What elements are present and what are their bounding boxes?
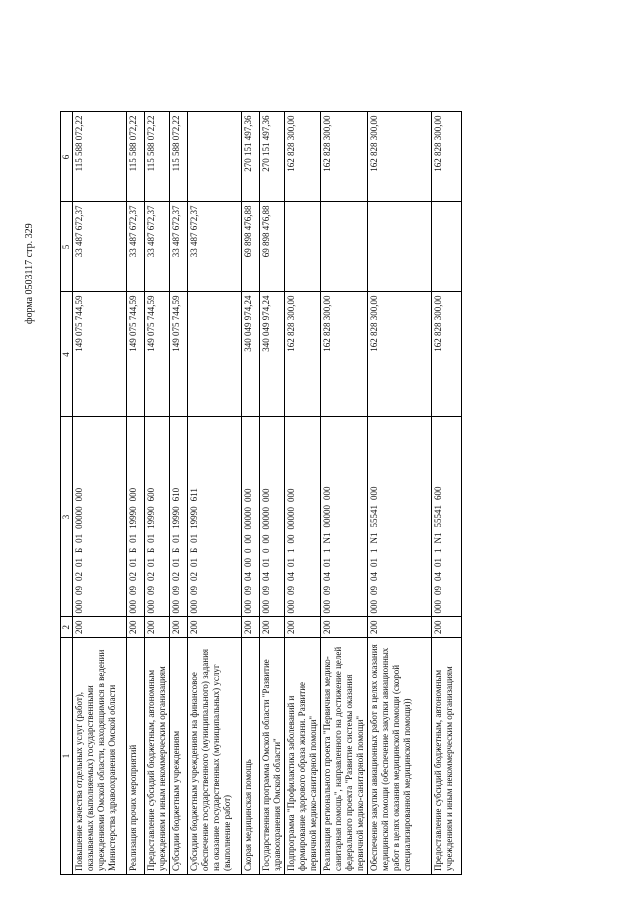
row-line-code-cell: 200: [73, 617, 127, 638]
row-unexecuted-cell: 270 151 497,36: [260, 112, 285, 202]
row-line-code-cell: 200: [127, 617, 145, 638]
code-segment: 55541: [433, 505, 443, 528]
row-name-cell: Реализация прочих мероприятий: [127, 638, 145, 875]
row-approved-cell: 149 075 744,59: [170, 292, 188, 417]
row-approved-cell: [188, 292, 242, 417]
row-approved-cell: 149 075 744,59: [127, 292, 145, 417]
code-segment: 09: [322, 586, 332, 595]
row-line-code-cell: 200: [368, 617, 432, 638]
row-line-code-cell: 200: [321, 617, 368, 638]
row-line-code-cell: 200: [188, 617, 242, 638]
code-segment: 000: [146, 600, 156, 614]
code-segment: 00000: [74, 506, 84, 529]
row-line-code-cell: 200: [432, 617, 462, 638]
table-row: [73, 112, 127, 875]
form-label: форма 0503117 стр. 329: [24, 223, 35, 324]
header-cell: 1: [61, 638, 73, 875]
code-segment: 00000: [261, 507, 271, 530]
row-executed-cell: [285, 202, 321, 292]
row-unexecuted-cell: 162 828 300,00: [285, 112, 321, 202]
code-segment: 000: [128, 487, 138, 502]
classification-code: [128, 421, 139, 614]
table-row: [432, 112, 462, 875]
classification-code: [189, 421, 200, 614]
code-segment: 000: [286, 600, 296, 614]
code-segment: 000: [74, 600, 84, 614]
code-segment: Б: [146, 547, 156, 553]
code-segment: 01: [322, 558, 332, 567]
classification-code: [369, 421, 380, 614]
row-classification-code-cell: [368, 417, 432, 617]
classification-code: [322, 421, 333, 614]
code-segment: 09: [189, 586, 199, 595]
row-executed-cell: 69 898 476,88: [242, 202, 260, 292]
code-segment: 000: [369, 486, 379, 500]
row-line-code-cell: 200: [260, 617, 285, 638]
code-segment: Б: [189, 547, 199, 553]
header-cell: 5: [61, 202, 73, 292]
code-segment: 01: [261, 558, 271, 567]
code-segment: 01: [286, 558, 296, 567]
row-classification-code-cell: [170, 417, 188, 617]
row-name-cell: Государственная программа Омской области "Развитие здравоохранения Омской области": [260, 638, 285, 875]
row-line-code-cell: 200: [242, 617, 260, 638]
row-approved-cell: 149 075 744,59: [145, 292, 170, 417]
code-segment: Б: [128, 547, 138, 553]
table-row: [368, 112, 432, 875]
code-segment: 04: [433, 572, 443, 581]
row-classification-code-cell: [73, 417, 127, 617]
code-segment: N1: [433, 532, 443, 544]
row-approved-cell: 149 075 744,59: [73, 292, 127, 417]
code-segment: 00000: [322, 505, 332, 528]
code-segment: 01: [74, 533, 84, 543]
code-segment: 0: [243, 548, 253, 553]
code-segment: 00: [261, 534, 271, 544]
code-segment: 09: [128, 586, 138, 595]
code-segment: 09: [171, 586, 181, 595]
code-segment: 09: [433, 586, 443, 595]
code-segment: 02: [146, 572, 156, 581]
table-row: [170, 112, 188, 875]
row-name-cell: Скорая медицинская помощь: [242, 638, 260, 875]
code-segment: 19990: [128, 506, 138, 529]
code-segment: N1: [369, 532, 379, 544]
header-cell: 6: [61, 112, 73, 202]
code-segment: 000: [286, 488, 296, 502]
code-segment: 000: [243, 600, 253, 614]
code-segment: 01: [171, 533, 181, 543]
code-segment: 55541: [369, 505, 379, 528]
budget-table: [60, 112, 462, 876]
code-segment: 09: [146, 586, 156, 595]
code-segment: 1: [433, 548, 443, 553]
row-approved-cell: 162 828 300,00: [321, 292, 368, 417]
code-segment: 04: [261, 572, 271, 581]
code-segment: 02: [171, 572, 181, 581]
code-segment: 00: [243, 558, 253, 567]
row-line-code-cell: 200: [145, 617, 170, 638]
code-segment: 000: [433, 600, 443, 614]
row-unexecuted-cell: 162 828 300,00: [432, 112, 462, 202]
row-classification-code-cell: [127, 417, 145, 617]
row-approved-cell: 162 828 300,00: [432, 292, 462, 417]
row-executed-cell: [432, 202, 462, 292]
code-segment: 000: [322, 486, 332, 500]
header-cell: 4: [61, 292, 73, 417]
table-row: [145, 112, 170, 875]
code-segment: 01: [128, 533, 138, 543]
code-segment: 09: [369, 586, 379, 595]
row-name-cell: Подпрограмма "Профилактика заболеваний и формирование здорового образа жизни. Развитие первичной медико-санитарной помощи": [285, 638, 321, 875]
code-segment: 04: [286, 572, 296, 581]
row-unexecuted-cell: 270 151 497,36: [242, 112, 260, 202]
code-segment: 01: [189, 533, 199, 543]
row-name-cell: Субсидии бюджетным учреждениям: [170, 638, 188, 875]
code-segment: 000: [322, 600, 332, 614]
row-unexecuted-cell: 115 588 072,22: [145, 112, 170, 202]
code-segment: 09: [74, 586, 84, 595]
row-executed-cell: [321, 202, 368, 292]
row-name-cell: Предоставление субсидий бюджетным, автономным учреждениям и иным некоммерческим организациям: [145, 638, 170, 875]
row-classification-code-cell: [260, 417, 285, 617]
row-unexecuted-cell: 115 588 072,22: [170, 112, 188, 202]
table-row: [127, 112, 145, 875]
code-segment: 611: [189, 488, 199, 502]
row-unexecuted-cell: 162 828 300,00: [321, 112, 368, 202]
header-row: [61, 112, 73, 875]
code-segment: 01: [74, 558, 84, 567]
code-segment: 01: [171, 558, 181, 567]
row-classification-code-cell: [285, 417, 321, 617]
code-segment: 01: [433, 558, 443, 567]
code-segment: 000: [189, 600, 199, 614]
code-segment: 600: [146, 487, 156, 502]
code-segment: 04: [369, 572, 379, 581]
row-classification-code-cell: [432, 417, 462, 617]
code-segment: 000: [243, 488, 253, 502]
row-name-cell: Предоставление субсидий бюджетным, автономным учреждениям и иным некоммерческим организациям: [432, 638, 462, 875]
row-approved-cell: 162 828 300,00: [285, 292, 321, 417]
classification-code: [171, 421, 182, 614]
table-row: [188, 112, 242, 875]
row-classification-code-cell: [145, 417, 170, 617]
code-segment: 19990: [146, 506, 156, 529]
code-segment: 01: [189, 558, 199, 567]
code-segment: 000: [369, 600, 379, 614]
code-segment: 00: [243, 534, 253, 544]
code-segment: 000: [261, 488, 271, 502]
row-classification-code-cell: [188, 417, 242, 617]
code-segment: 02: [74, 572, 84, 581]
code-segment: Б: [171, 547, 181, 553]
code-segment: 04: [243, 572, 253, 581]
row-executed-cell: 33 487 672,37: [73, 202, 127, 292]
row-executed-cell: 69 898 476,88: [260, 202, 285, 292]
code-segment: 01: [369, 558, 379, 567]
classification-code: [74, 421, 85, 614]
row-executed-cell: 33 487 672,37: [127, 202, 145, 292]
row-name-cell: Реализация регионального проекта "Первичная медико-санитарная помощь", направленного на достижение целей федерального проекта "Развитие системы оказания первичной медико-санитарной помощи": [321, 638, 368, 875]
classification-code: [146, 421, 157, 614]
row-executed-cell: 33 487 672,37: [145, 202, 170, 292]
classification-code: [243, 421, 254, 614]
code-segment: 000: [171, 600, 181, 614]
table-row: [321, 112, 368, 875]
code-segment: Б: [74, 547, 84, 553]
code-segment: 1: [286, 548, 296, 553]
row-line-code-cell: 200: [285, 617, 321, 638]
row-unexecuted-cell: 162 828 300,00: [368, 112, 432, 202]
row-unexecuted-cell: 115 588 072,22: [73, 112, 127, 202]
classification-code: [433, 421, 444, 614]
code-segment: 610: [171, 487, 181, 502]
row-classification-code-cell: [242, 417, 260, 617]
code-segment: 19990: [189, 506, 199, 529]
code-segment: 0: [261, 548, 271, 553]
classification-code: [286, 421, 297, 614]
row-unexecuted-cell: [188, 112, 242, 202]
code-segment: 01: [146, 558, 156, 567]
code-segment: 000: [128, 600, 138, 614]
table-row: [260, 112, 285, 875]
classification-code: [261, 421, 272, 614]
code-segment: 09: [286, 586, 296, 595]
code-segment: 00: [286, 534, 296, 544]
header-cell: 2: [61, 617, 73, 638]
row-executed-cell: [368, 202, 432, 292]
code-segment: 000: [74, 487, 84, 502]
code-segment: 01: [146, 533, 156, 543]
code-segment: 19990: [171, 506, 181, 529]
code-segment: 1: [322, 548, 332, 553]
header-cell: 3: [61, 417, 73, 617]
row-name-cell: Повышение качества отдельных услуг (работ), оказываемых (выполняемых) государственными учреждениями Омской области, находящимися в ведении Министерства здравоохранения Омской области: [73, 638, 127, 875]
code-segment: 00000: [243, 507, 253, 530]
code-segment: 02: [189, 572, 199, 581]
code-segment: 09: [243, 586, 253, 595]
table-row: [285, 112, 321, 875]
code-segment: 09: [261, 586, 271, 595]
row-executed-cell: 33 487 672,37: [170, 202, 188, 292]
row-approved-cell: 340 049 974,24: [260, 292, 285, 417]
row-name-cell: Обеспечение закупки авиационных работ в целях оказания медицинской помощи (обеспечение закупки авиационных работ в целях оказания медицинской помощи (скорой специализированной медицинской помощи)): [368, 638, 432, 875]
code-segment: 04: [322, 572, 332, 581]
code-segment: 1: [369, 548, 379, 553]
code-segment: 01: [128, 558, 138, 567]
code-segment: N1: [322, 532, 332, 544]
row-approved-cell: 162 828 300,00: [368, 292, 432, 417]
code-segment: 600: [433, 486, 443, 500]
row-line-code-cell: 200: [170, 617, 188, 638]
row-approved-cell: 340 049 974,24: [242, 292, 260, 417]
row-classification-code-cell: [321, 417, 368, 617]
row-unexecuted-cell: 115 588 072,22: [127, 112, 145, 202]
row-executed-cell: 33 487 672,37: [188, 202, 242, 292]
code-segment: 00000: [286, 507, 296, 530]
row-name-cell: Субсидии бюджетным учреждениям на финансовое обеспечение государственного (муниципального) задания на оказание государственных (муниципальных) услуг (выполнение работ): [188, 638, 242, 875]
code-segment: 000: [261, 600, 271, 614]
table-row: [242, 112, 260, 875]
code-segment: 02: [128, 572, 138, 581]
